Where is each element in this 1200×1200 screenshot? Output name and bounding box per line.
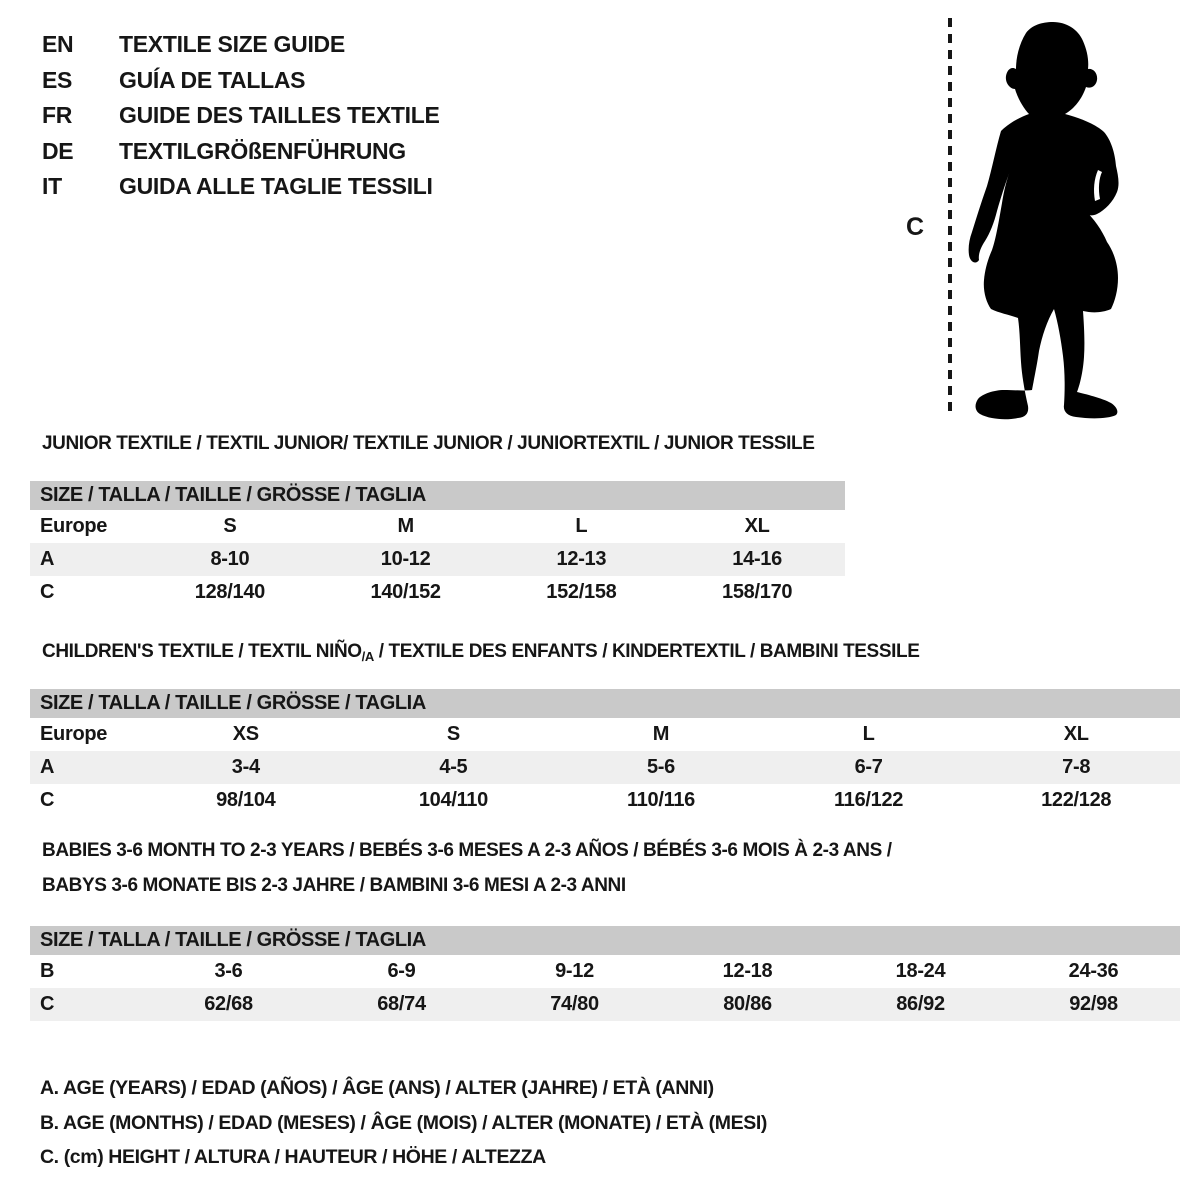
table-cell: 24-36: [1068, 960, 1119, 982]
row-label: Europe: [40, 723, 108, 745]
table-cell: 7-8: [1062, 756, 1091, 778]
language-code: IT: [42, 173, 62, 199]
size-header-bar: SIZE / TALLA / TAILLE / GRÖSSE / TAGLIA: [30, 481, 845, 510]
language-row-it: [42, 169, 440, 205]
junior-size-table: [30, 481, 845, 609]
size-header-bar: SIZE / TALLA / TAILLE / GRÖSSE / TAGLIA: [30, 926, 1180, 955]
language-title: TEXTILGRÖßENFÜHRUNG: [119, 137, 406, 164]
junior-table-rows: [30, 510, 845, 609]
table-cell: 128/140: [194, 581, 265, 603]
table-cell: 8-10: [210, 548, 250, 570]
language-row-de: [42, 134, 440, 170]
table-row: [30, 784, 1180, 817]
table-cell: 3-6: [214, 960, 243, 982]
height-dashed-line: [948, 18, 952, 416]
table-cell: 86/92: [896, 993, 945, 1015]
language-code: EN: [42, 31, 74, 57]
table-cell: 92/98: [1069, 993, 1118, 1015]
language-row-en: [42, 27, 440, 63]
row-label: C: [40, 581, 55, 603]
table-cell: 152/158: [546, 581, 617, 603]
table-row: [30, 988, 1180, 1021]
table-cell: XL: [744, 515, 770, 537]
table-cell: 9-12: [555, 960, 594, 982]
table-row: [30, 543, 845, 576]
table-cell: 158/170: [722, 581, 793, 603]
table-row: [30, 955, 1180, 988]
row-label: Europe: [40, 515, 108, 537]
table-cell: 98/104: [216, 789, 276, 811]
language-header: [42, 27, 440, 205]
table-cell: 122/128: [1041, 789, 1112, 811]
legend: [40, 1071, 767, 1175]
table-cell: M: [397, 515, 414, 537]
toddler-silhouette-icon: [968, 20, 1140, 420]
table-cell: 14-16: [732, 548, 782, 570]
language-row-fr: [42, 98, 440, 134]
table-cell: 18-24: [895, 960, 946, 982]
table-cell: 6-7: [854, 756, 883, 778]
children-title-text: CHILDREN'S TEXTILE / TEXTIL NIÑO: [42, 641, 362, 662]
children-title-subscript: /A: [361, 649, 374, 664]
table-cell: 6-9: [387, 960, 416, 982]
table-cell: 12-18: [722, 960, 773, 982]
table-cell: 3-4: [231, 756, 260, 778]
language-code: ES: [42, 66, 73, 93]
children-title-text: / TEXTILE DES ENFANTS / KINDERTEXTIL / BAMBINI TESSILE: [373, 641, 920, 662]
babies-section-title-line2: BABYS 3-6 MONATE BIS 2-3 JAHRE / BAMBINI 3-6 MESI A 2-3 ANNI: [42, 875, 626, 896]
table-cell: 116/122: [834, 789, 904, 811]
table-cell: L: [862, 723, 875, 745]
table-cell: 140/152: [370, 581, 441, 603]
table-cell: XL: [1063, 723, 1089, 745]
language-title: GUIDA ALLE TAGLIE TESSILI: [119, 173, 433, 199]
row-label: A: [40, 548, 55, 570]
row-label: A: [40, 756, 55, 778]
table-row: [30, 751, 1180, 784]
table-row: [30, 576, 845, 609]
legend-line-b: B. AGE (MONTHS) / EDAD (MESES) / ÂGE (MOIS) / ALTER (MONATE) / ETÀ (MESI): [40, 1111, 767, 1134]
table-cell: XS: [232, 723, 259, 745]
language-title: GUÍA DE TALLAS: [119, 66, 306, 93]
table-cell: 62/68: [204, 993, 253, 1015]
language-code: DE: [42, 137, 74, 164]
language-title: TEXTILE SIZE GUIDE: [119, 31, 345, 57]
table-cell: S: [223, 515, 237, 537]
table-cell: 74/80: [550, 993, 599, 1015]
table-row: [30, 718, 1180, 751]
table-cell: 12-13: [556, 548, 607, 570]
babies-section-title-line1: BABIES 3-6 MONTH TO 2-3 YEARS / BEBÉS 3-6 MESES A 2-3 AÑOS / BÉBÉS 3-6 MOIS À 2-3 ANS /: [42, 840, 892, 861]
legend-line-c: C. (cm) HEIGHT / ALTURA / HAUTEUR / HÖHE / ALTEZZA: [40, 1146, 546, 1168]
babies-size-table: [30, 926, 1180, 1021]
size-header-bar: SIZE / TALLA / TAILLE / GRÖSSE / TAGLIA: [30, 689, 1180, 718]
table-row: [30, 510, 845, 543]
table-cell: M: [652, 723, 670, 745]
row-label: C: [40, 993, 55, 1015]
children-section-title: [42, 641, 919, 664]
table-cell: L: [575, 515, 588, 537]
legend-line-a: A. AGE (YEARS) / EDAD (AÑOS) / ÂGE (ANS) / ALTER (JAHRE) / ETÀ (ANNI): [40, 1077, 714, 1099]
table-cell: 68/74: [377, 993, 426, 1015]
row-label: C: [40, 789, 55, 811]
babies-table-rows: [30, 955, 1180, 1021]
language-title: GUIDE DES TAILLES TEXTILE: [119, 102, 440, 128]
children-table-rows: [30, 718, 1180, 817]
children-size-table: [30, 689, 1180, 817]
table-cell: S: [446, 723, 460, 745]
language-row-es: [42, 63, 440, 99]
table-cell: 80/86: [723, 993, 772, 1015]
height-measure-label: C: [906, 213, 925, 241]
table-cell: 10-12: [380, 548, 431, 570]
junior-section-title: JUNIOR TEXTILE / TEXTIL JUNIOR/ TEXTILE JUNIOR / JUNIORTEXTIL / JUNIOR TESSILE: [42, 433, 815, 454]
table-cell: 5-6: [646, 756, 675, 778]
language-code: FR: [42, 102, 73, 128]
table-cell: 104/110: [418, 789, 488, 811]
table-cell: 110/116: [626, 789, 695, 811]
table-cell: 4-5: [439, 756, 468, 778]
row-label: B: [40, 960, 55, 982]
